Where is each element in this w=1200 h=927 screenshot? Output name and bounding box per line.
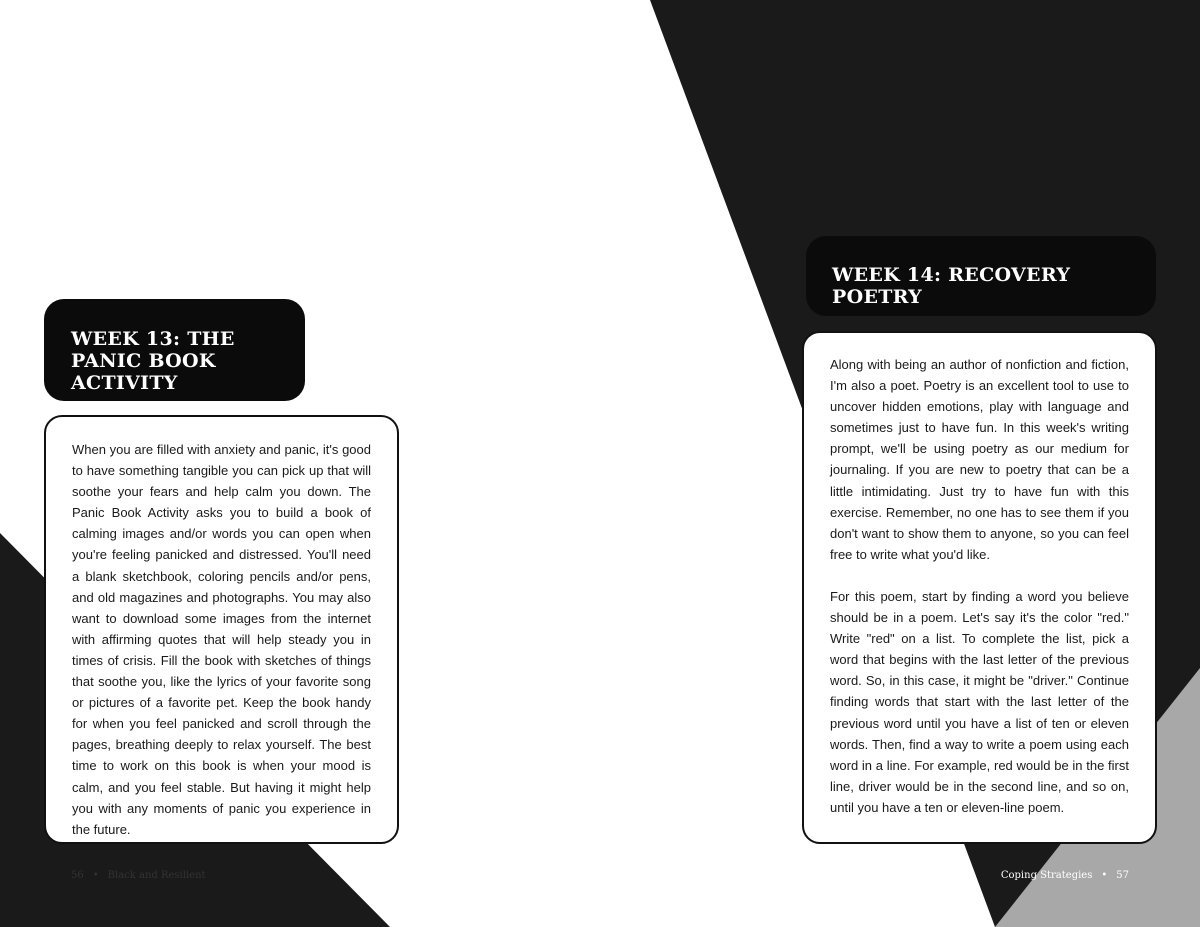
footer-separator-right: •	[1101, 870, 1108, 881]
week-14-title: WEEK 14: RECOVERY POETRY	[832, 264, 1071, 308]
right-page-number: 57	[1116, 870, 1129, 881]
week-13-body-text: When you are filled with anxiety and panic, it's good to have something tangible you can pick up that will soothe your fears and help calm you down. The Panic Book Activity asks you to build a book of calming images and/or words you can open when you're feeling panicked and distressed. You'll need a blank sketchbook, coloring pencils and/or pens, and old magazines and photographs. You may also want to download some images from the internet with affirming quotes that will help steady you in times of crisis. Fill the book with sketches of things that soothe you, like the lyrics of your favorite song or pictures of a favorite pet. Keep the book handy for when you feel panicked and scroll through the pages, breathing deeply to relax yourself. The best time to work on this book is when your mood is calm, and you feel stable. But having it might help you with any moments of panic you experience in the future.	[72, 442, 371, 837]
left-page-footer	[71, 870, 206, 882]
left-page-number: 56	[71, 870, 84, 881]
week-14-text-box	[802, 331, 1157, 844]
week-13-title-box	[44, 299, 305, 401]
week-13-title: WEEK 13: THE PANIC BOOK ACTIVITY	[71, 328, 235, 394]
book-title: Black and Resilient	[107, 870, 206, 881]
footer-separator-left: •	[92, 870, 99, 881]
week-13-text-box	[44, 415, 399, 844]
week-14-paragraph-1: Along with being an author of nonfiction and fiction, I'm also a poet. Poetry is an excellent tool to use to uncover hidden emotions, play with language and sometimes just to have fun. In this week's writing prompt, we'll be using poetry as our medium for journaling. If you are new to poetry that can be a little intimidating. Just try to have fun with this exercise. Remember, no one has to see them if you don't want to show them to anyone, so you can feel free to write what you'd like.	[830, 357, 1129, 562]
right-page-footer	[1001, 870, 1129, 882]
week-14-title-box	[806, 236, 1156, 316]
week-14-paragraph-2: For this poem, start by finding a word you believe should be in a poem. Let's say it's the color "red." Write "red" on a list. To complete the list, pick a word that begins with the last letter of the previous word. So, in this case, it might be "driver." Continue finding words that start with the last letter of the previous word until you have a list of ten or eleven words. Then, find a way to write a poem using each word in a line. For example, red would be in the first line, driver would be in the second line, and so on, until you have a ten or eleven-line poem.	[830, 588, 1129, 815]
section-title: Coping Strategies	[1000, 870, 1093, 881]
